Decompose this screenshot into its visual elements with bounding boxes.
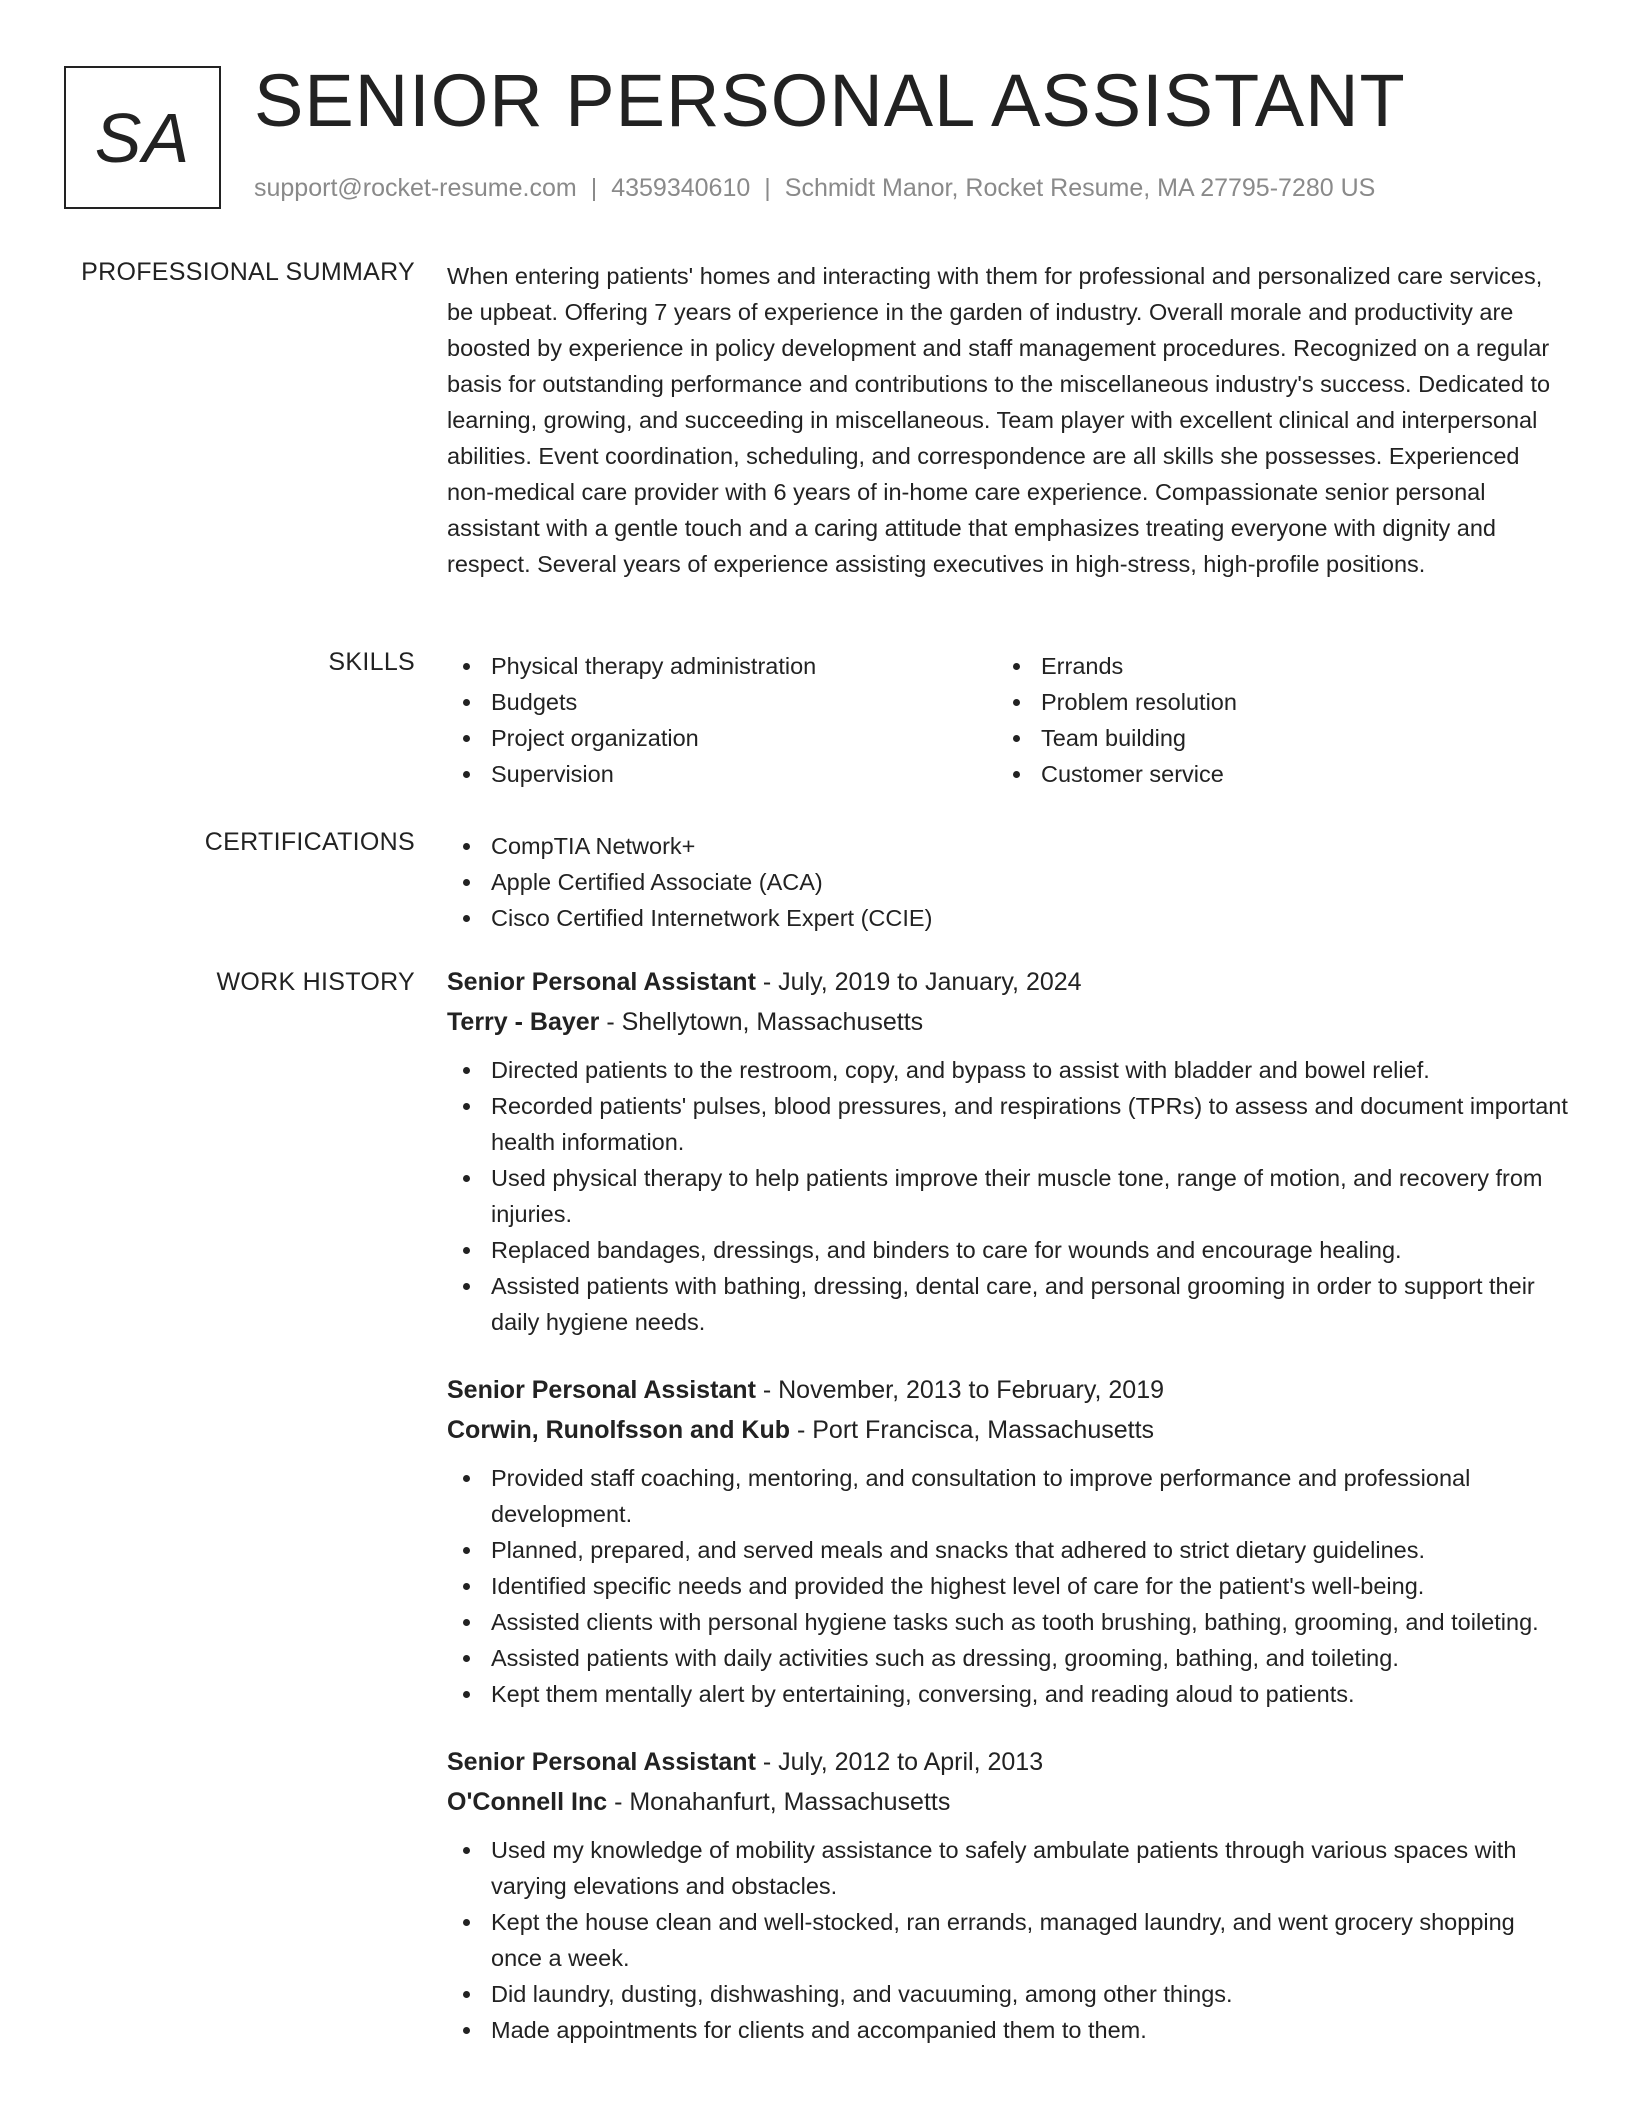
job-bullet: Recorded patients' pulses, blood pressures, and respirations (TPRs) to assess and document important health information. <box>447 1088 1572 1160</box>
certifications-body <box>447 828 1572 936</box>
job-title-line <box>447 1742 1572 1782</box>
job-bullet: Kept them mentally alert by entertaining, conversing, and reading aloud to patients. <box>447 1676 1572 1712</box>
contact-email: support@rocket-resume.com <box>254 174 577 202</box>
job-role: Senior Personal Assistant <box>447 968 756 996</box>
job-bullet: Assisted patients with daily activities such as dressing, grooming, bathing, and toileting. <box>447 1640 1572 1676</box>
job-company-line <box>447 1410 1572 1450</box>
skill-item: Errands <box>997 648 1547 684</box>
job-bullets <box>447 1832 1572 2048</box>
job-bullet: Made appointments for clients and accompanied them to them. <box>447 2012 1572 2048</box>
skill-item: Supervision <box>447 756 997 792</box>
job-bullet: Planned, prepared, and served meals and snacks that adhered to strict dietary guidelines. <box>447 1532 1572 1568</box>
job-bullet: Used my knowledge of mobility assistance to safely ambulate patients through various spaces with varying elevations and obstacles. <box>447 1832 1572 1904</box>
skill-item: Problem resolution <box>997 684 1547 720</box>
skills-body <box>447 648 1572 792</box>
job-bullet: Kept the house clean and well-stocked, ran errands, managed laundry, and went grocery shopping once a week. <box>447 1904 1572 1976</box>
contact-separator: | <box>590 174 598 202</box>
job-company: Corwin, Runolfsson and Kub <box>447 1416 791 1444</box>
skill-item: Physical therapy administration <box>447 648 997 684</box>
section-title-work-history: WORK HISTORY <box>216 968 415 996</box>
contact-separator: | <box>764 174 771 202</box>
section-title-certifications: CERTIFICATIONS <box>204 828 415 856</box>
certification-item: Apple Certified Associate (ACA) <box>447 864 1572 900</box>
section-title-summary: PROFESSIONAL SUMMARY <box>81 258 415 286</box>
job-company: O'Connell Inc <box>447 1788 608 1816</box>
certifications-list <box>447 828 1572 936</box>
skill-item: Team building <box>997 720 1547 756</box>
summary-text: When entering patients' homes and interacting with them for professional and personalized care services, be upbeat. Offering 7 years of experience in the garden of industry. Overall morale and productivity are boosted by experience in policy development and staff management procedures. Recognized on a regular basis for outstanding performance and contributions to the miscellaneous industry's success. Dedicated to learning, growing, and succeeding in miscellaneous. Team player with excellent clinical and interpersonal abilities. Event coordination, scheduling, and correspondence are all skills she possesses. Experienced non-medical care provider with 6 years of in-home care experience. Compassionate senior personal assistant with a gentle touch and a caring attitude that emphasizes treating everyone with dignity and respect. Several years of experience assisting executives in high-stress, high-profile positions. <box>447 263 1551 577</box>
job-entry <box>447 1370 1572 1712</box>
skill-item: Budgets <box>447 684 997 720</box>
job-company-line <box>447 1002 1572 1042</box>
job-company: Terry - Bayer <box>447 1008 600 1036</box>
job-dates: - July, 2019 to January, 2024 <box>755 968 1082 996</box>
job-bullet: Used physical therapy to help patients improve their muscle tone, range of motion, and recovery from injuries. <box>447 1160 1572 1232</box>
contact-address: Schmidt Manor, Rocket Resume, MA 27795-7280 US <box>784 174 1376 202</box>
job-role: Senior Personal Assistant <box>447 1376 756 1404</box>
contact-phone: 4359340610 <box>611 174 751 202</box>
page-title: SENIOR PERSONAL ASSISTANT <box>254 59 1406 142</box>
job-title-line <box>447 962 1572 1002</box>
job-location: - Shellytown, Massachusetts <box>599 1008 924 1036</box>
job-company-line <box>447 1782 1572 1822</box>
job-title-line <box>447 1370 1572 1410</box>
certification-item: Cisco Certified Internetwork Expert (CCIE) <box>447 900 1572 936</box>
job-bullets <box>447 1052 1572 1340</box>
contact-line <box>254 174 1375 203</box>
job-bullet: Did laundry, dusting, dishwashing, and vacuuming, among other things. <box>447 1976 1572 2012</box>
job-bullet: Directed patients to the restroom, copy, and bypass to assist with bladder and bowel relief. <box>447 1052 1572 1088</box>
certification-item: CompTIA Network+ <box>447 828 1572 864</box>
job-bullet: Provided staff coaching, mentoring, and consultation to improve performance and professional development. <box>447 1460 1572 1532</box>
job-dates: - July, 2012 to April, 2013 <box>755 1748 1044 1776</box>
job-bullet: Identified specific needs and provided the highest level of care for the patient's well-being. <box>447 1568 1572 1604</box>
job-location: - Port Francisca, Massachusetts <box>790 1416 1155 1444</box>
job-bullet: Assisted patients with bathing, dressing, dental care, and personal grooming in order to support their daily hygiene needs. <box>447 1268 1572 1340</box>
initials-monogram: SA <box>64 66 221 209</box>
section-title-skills: SKILLS <box>328 648 415 676</box>
job-dates: - November, 2013 to February, 2019 <box>755 1376 1164 1404</box>
job-entry <box>447 962 1572 1340</box>
job-bullets <box>447 1460 1572 1712</box>
work-history-body <box>447 962 1572 2078</box>
skill-item: Customer service <box>997 756 1547 792</box>
job-role: Senior Personal Assistant <box>447 1748 756 1776</box>
job-bullet: Assisted clients with personal hygiene tasks such as tooth brushing, bathing, grooming, and toileting. <box>447 1604 1572 1640</box>
job-entry <box>447 1742 1572 2048</box>
job-location: - Monahanfurt, Massachusetts <box>607 1788 951 1816</box>
resume-header <box>64 59 1584 212</box>
job-bullet: Replaced bandages, dressings, and binders to care for wounds and encourage healing. <box>447 1232 1572 1268</box>
skills-list-left <box>447 648 997 792</box>
skills-list-right <box>997 648 1547 792</box>
skill-item: Project organization <box>447 720 997 756</box>
